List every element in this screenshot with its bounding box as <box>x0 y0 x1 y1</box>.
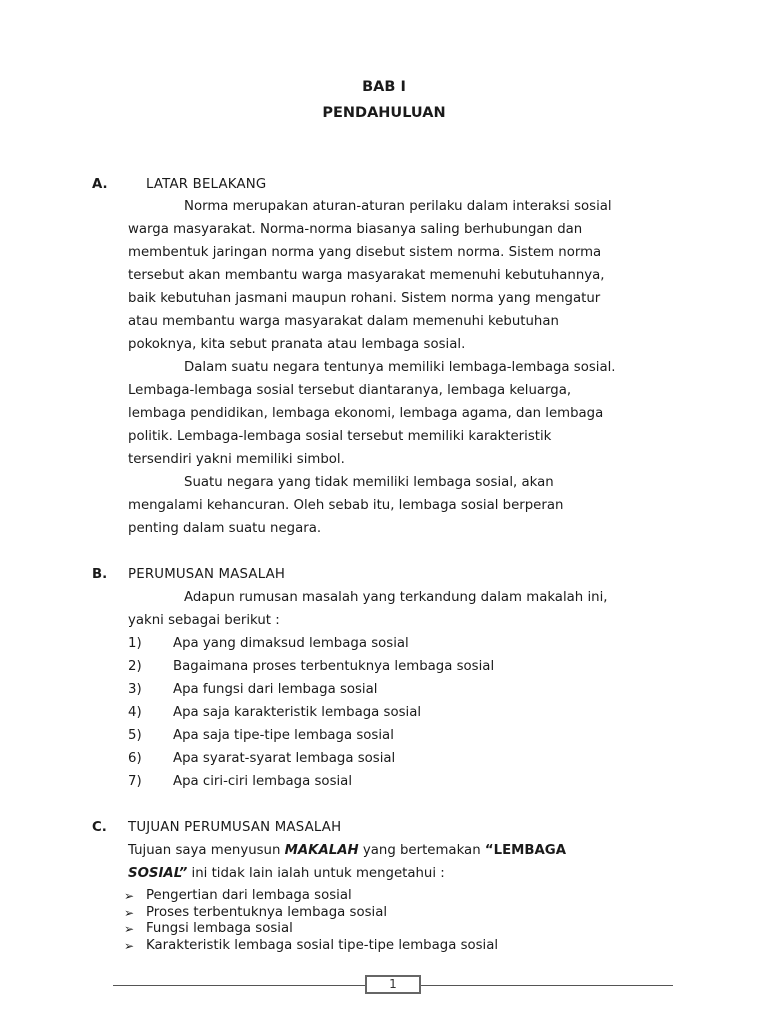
section-b-intro: Adapun rumusan masalah yang terkandung dalam makalah ini, <box>184 590 608 605</box>
list-item-number: 1) <box>128 636 142 651</box>
section-a-line: warga masyarakat. Norma-norma biasanya saling berhubungan dan <box>128 222 583 237</box>
section-c-heading: TUJUAN PERUMUSAN MASALAH <box>128 820 342 835</box>
section-b-letter: B. <box>92 567 108 582</box>
section-a-line: tersendiri yakni memiliki simbol. <box>128 452 345 467</box>
list-item: Apa saja tipe-tipe lembaga sosial <box>173 728 394 743</box>
section-c-text: ini tidak lain ialah untuk mengetahui : <box>187 866 445 881</box>
section-a-letter: A. <box>92 177 108 192</box>
list-item: Apa yang dimaksud lembaga sosial <box>173 636 409 651</box>
list-item: Apa fungsi dari lembaga sosial <box>173 682 378 697</box>
list-item-number: 5) <box>128 728 142 743</box>
section-a-line: baik kebutuhan jasmani maupun rohani. Sistem norma yang mengatur <box>128 291 601 306</box>
section-a-line: Suatu negara yang tidak memiliki lembaga sosial, akan <box>184 475 554 490</box>
section-b-intro: yakni sebagai berikut : <box>128 613 280 628</box>
list-item-number: 3) <box>128 682 142 697</box>
section-a-line: Lembaga-lembaga sosial tersebut diantaranya, lembaga keluarga, <box>128 383 572 398</box>
section-c-text: yang bertemakan <box>358 843 485 858</box>
page-title: PENDAHULUAN <box>322 105 446 121</box>
bullet-item: Pengertian dari lembaga sosial <box>146 888 352 903</box>
page-number: 1 <box>365 975 421 994</box>
section-a-heading: LATAR BELAKANG <box>146 177 267 192</box>
section-a-line: atau membantu warga masyarakat dalam memenuhi kebutuhan <box>128 314 559 329</box>
makalah-emphasis: MAKALAH <box>284 843 359 858</box>
footer-rule-left <box>113 985 365 986</box>
section-a-line: mengalami kehancuran. Oleh sebab itu, lembaga sosial berperan <box>128 498 564 513</box>
list-item-number: 2) <box>128 659 142 674</box>
list-item: Apa ciri-ciri lembaga sosial <box>173 774 353 789</box>
theme-emphasis: “LEMBAGA <box>484 843 567 858</box>
section-a-line: lembaga pendidikan, lembaga ekonomi, lembaga agama, dan lembaga <box>128 406 604 421</box>
arrow-bullet-icon: ➢ <box>124 889 135 903</box>
arrow-bullet-icon: ➢ <box>124 906 135 920</box>
chapter-label: BAB I <box>362 79 406 95</box>
section-a-line: pokoknya, kita sebut pranata atau lembaga sosial. <box>128 337 466 352</box>
section-a-line: membentuk jaringan norma yang disebut sistem norma. Sistem norma <box>128 245 602 260</box>
list-item-number: 7) <box>128 774 142 789</box>
list-item-number: 4) <box>128 705 142 720</box>
bullet-item: Proses terbentuknya lembaga sosial <box>146 905 388 920</box>
list-item-number: 6) <box>128 751 142 766</box>
footer-rule-right <box>421 985 673 986</box>
list-item: Bagaimana proses terbentuknya lembaga sosial <box>173 659 495 674</box>
section-a-line: Norma merupakan aturan-aturan perilaku dalam interaksi sosial <box>184 199 612 214</box>
theme-emphasis: SOSIAL” <box>128 866 188 881</box>
section-a-line: politik. Lembaga-lembaga sosial tersebut memiliki karakteristik <box>128 429 552 444</box>
section-c-text: Tujuan saya menyusun <box>128 843 285 858</box>
list-item: Apa saja karakteristik lembaga sosial <box>173 705 422 720</box>
section-a-line: Dalam suatu negara tentunya memiliki lembaga-lembaga sosial. <box>184 360 616 375</box>
bullet-item: Karakteristik lembaga sosial tipe-tipe lembaga sosial <box>146 938 499 953</box>
section-b-heading: PERUMUSAN MASALAH <box>128 567 286 582</box>
arrow-bullet-icon: ➢ <box>124 922 135 936</box>
section-c-paragraph-line-1 <box>128 843 566 858</box>
section-c-paragraph-line-2 <box>128 866 445 881</box>
section-a-line: penting dalam suatu negara. <box>128 521 322 536</box>
bullet-item: Fungsi lembaga sosial <box>146 921 293 936</box>
section-c-letter: C. <box>92 820 107 835</box>
list-item: Apa syarat-syarat lembaga sosial <box>173 751 396 766</box>
section-a-line: tersebut akan membantu warga masyarakat memenuhi kebutuhannya, <box>128 268 605 283</box>
arrow-bullet-icon: ➢ <box>124 939 135 953</box>
